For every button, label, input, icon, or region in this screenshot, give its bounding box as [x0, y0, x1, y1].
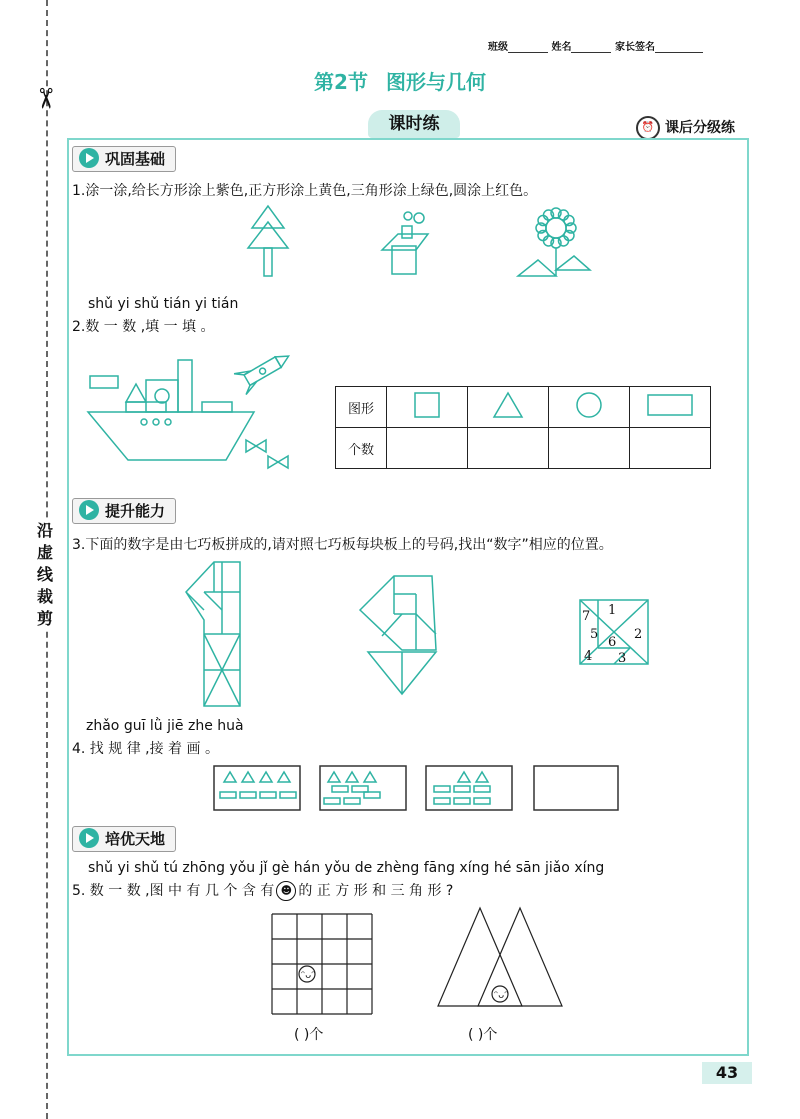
house-figure — [378, 210, 438, 278]
rocket-window[interactable] — [258, 367, 266, 375]
square-icon — [413, 391, 441, 419]
tangram-label-2: 2 — [634, 627, 643, 642]
tangram-label-5: 5 — [590, 627, 599, 642]
porthole-1[interactable] — [141, 419, 147, 425]
leaf-triangle-left[interactable] — [518, 260, 556, 276]
question-2-text: 2.数 一 数 ,填 一 填 。 — [72, 319, 215, 335]
question-4-pinyin: zhǎo guī lǜ jiē zhe huà — [86, 718, 244, 734]
table-row — [336, 387, 711, 428]
tangram-label-6: 6 — [608, 635, 617, 650]
answer-blank-grid[interactable]: ( )个 — [294, 1027, 324, 1043]
grid-figure — [270, 912, 374, 1016]
class-field[interactable] — [508, 42, 548, 53]
pattern-row — [212, 764, 622, 814]
tangram-label-4: 4 — [584, 649, 593, 664]
play-icon — [79, 828, 99, 848]
svg-text:ᵔᴗᵔ: ᵔᴗᵔ — [301, 970, 316, 981]
cabin-circle[interactable] — [155, 389, 169, 403]
hull-shape[interactable] — [88, 412, 254, 460]
parent-sign-label: 家长签名 — [614, 42, 655, 53]
pattern-box-1 — [214, 766, 300, 810]
table-row — [336, 428, 711, 469]
rectangle-icon — [646, 391, 694, 419]
name-label: 姓名 — [551, 42, 572, 53]
shape-square-cell — [387, 387, 468, 428]
alarm-clock-icon: ⏰ — [636, 116, 660, 140]
shape-circle-cell — [549, 387, 630, 428]
page-title: 第2节 图形与几何 — [314, 70, 486, 94]
question-2-pinyin: shǔ yi shǔ tián yi tián — [88, 296, 239, 312]
deck-rectangle-right[interactable] — [202, 402, 232, 412]
question-5-pinyin: shǔ yi shǔ tú zhōng yǒu jǐ gè hán yǒu de zhèng fāng xíng hé sān jiǎo xíng — [88, 860, 605, 876]
count-rectangle-input[interactable] — [630, 428, 711, 469]
ship-figure — [86, 356, 296, 466]
section-heading-basics: 巩固基础 — [72, 146, 176, 172]
smoke-circle-large[interactable] — [414, 213, 424, 223]
question-1-text: 1.涂一涂,给长方形涂上紫色,正方形涂上黄色,三角形涂上绿色,圆涂上红色。 — [72, 183, 538, 199]
circle-icon — [574, 390, 604, 420]
practice-label: ⏰ 课后分级练 — [636, 116, 735, 140]
ship-flag-rectangle[interactable] — [90, 376, 118, 388]
tangram-label-3: 3 — [618, 651, 627, 666]
class-label: 班级 — [488, 42, 508, 53]
pattern-answer-box[interactable] — [534, 766, 618, 810]
digit-9-outline — [360, 576, 436, 650]
triangles-figure — [436, 906, 566, 1010]
chimney-rectangle[interactable] — [402, 226, 412, 238]
count-square-input[interactable] — [387, 428, 468, 469]
question-3-text: 3.下面的数字是由七巧板拼成的,请对照七巧板每块板上的号码,找出“数字”相应的位置。 — [72, 537, 613, 553]
section-heading-advanced: 培优天地 — [72, 826, 176, 852]
lesson-tag: 课时练 — [368, 110, 460, 138]
parent-sign-field[interactable] — [655, 42, 703, 53]
name-field[interactable] — [571, 42, 611, 53]
question-4-text: 4. 找 规 律 ,接 着 画 。 — [72, 741, 219, 757]
page-number: 43 — [702, 1062, 752, 1084]
answer-blank-triangles[interactable]: ( )个 — [468, 1027, 498, 1043]
count-triangle-input[interactable] — [468, 428, 549, 469]
row-label-count: 个数 — [336, 428, 387, 469]
tree-figure — [240, 204, 300, 280]
svg-text:ᵔᴗᵔ: ᵔᴗᵔ — [494, 990, 509, 1001]
rocket-fin-top[interactable] — [234, 366, 251, 379]
porthole-2[interactable] — [153, 419, 159, 425]
leaf-triangle-right[interactable] — [556, 256, 590, 270]
funnel-rectangle[interactable] — [178, 360, 192, 412]
cut-along-dashed-line-label: 沿 虚 线 裁 剪 — [30, 520, 60, 630]
play-icon — [79, 148, 99, 168]
question-5-text: 5. 数 一 数 ,图 中 有 几 个 含 有 ☻ 的 正 方 形 和 三 角 形 ? — [72, 883, 454, 899]
section-heading-improve: 提升能力 — [72, 498, 176, 524]
tree-trunk-rectangle[interactable] — [264, 248, 272, 276]
count-circle-input[interactable] — [549, 428, 630, 469]
tangram-reference-square — [578, 598, 652, 668]
header-fields — [488, 38, 703, 53]
tree-triangle-top[interactable] — [252, 206, 284, 228]
smoke-circle-small[interactable] — [404, 212, 412, 220]
tangram-digit-1 — [184, 560, 244, 710]
bow-triangle-2[interactable] — [256, 440, 266, 452]
shape-count-table — [335, 386, 711, 469]
cabin-square[interactable] — [146, 380, 178, 412]
row-label-shape: 图形 — [336, 387, 387, 428]
deck-triangle[interactable] — [126, 384, 146, 402]
triangle-icon — [492, 391, 524, 419]
shape-triangle-cell — [468, 387, 549, 428]
tangram-label-1: 1 — [608, 603, 617, 618]
scissors-icon: ✂ — [29, 86, 63, 111]
smiley-icon: ☻ — [276, 881, 296, 901]
flower-center-circle[interactable] — [546, 218, 566, 238]
porthole-3[interactable] — [165, 419, 171, 425]
rocket-fin-bottom[interactable] — [243, 381, 260, 394]
flower-figure — [514, 204, 594, 280]
roof-shape[interactable] — [382, 234, 428, 250]
tangram-label-7: 7 — [582, 609, 591, 624]
shape-rectangle-cell — [630, 387, 711, 428]
tangram-digit-9 — [358, 574, 444, 698]
play-icon — [79, 500, 99, 520]
bow-triangle-1[interactable] — [246, 440, 256, 452]
